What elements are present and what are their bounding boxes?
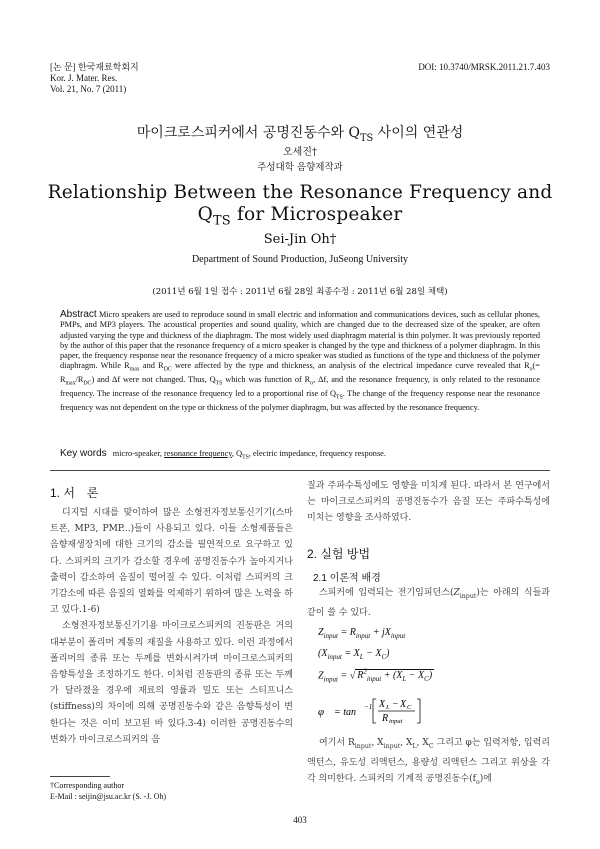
section-1-heading: 1. 서 론 [50, 486, 99, 500]
svg-text:L: L [386, 704, 390, 711]
abstract-label: Abstract [60, 309, 97, 320]
title-korean-text: 마이크로스피커에서 공명진동수와 $Q_{TS}$ 사이의 연관성 [136, 125, 464, 144]
equation-4 [318, 694, 448, 731]
svg-text:−: − [392, 699, 399, 710]
equation-1: $Z_{input} = R_{input} + jX_{input}$ [318, 627, 406, 640]
divider [50, 470, 550, 471]
keyword-item: electric impedance [253, 449, 316, 458]
author-email: E-Mail : seijin@jsu.ac.kr (S. -J. Oh) [50, 792, 167, 801]
theory-after-equations [307, 735, 550, 791]
affiliation-english: Department of Sound Production, JuSeong University [191, 254, 409, 265]
svg-text:= tan: = tan [334, 707, 357, 718]
affiliation-korean: 주성대학 음향제작과 [257, 162, 343, 173]
page-number: 403 [293, 815, 307, 825]
right-column-intro [307, 478, 550, 527]
title-korean [0, 122, 600, 144]
svg-text:X: X [400, 699, 407, 710]
footnote-divider [50, 776, 110, 777]
keywords-label: Key words [60, 448, 107, 459]
submission-dates: (2011년 6월 1일 접수 : 2011년 6월 28일 최종수정 : 2011년 6월 28일 채택) [152, 287, 448, 297]
journal-name-kr: [논 문] 한국재료학회지 [50, 62, 139, 72]
corresponding-author: †Corresponding author [50, 781, 124, 790]
subsection-2-1-heading: 2.1 이론적 배경 [313, 573, 381, 584]
title-english-line2: $Q_{TS}$ for Microspeaker [197, 204, 403, 229]
author-english: Sei-Jin Oh† [263, 232, 337, 247]
intro-paragraph-1: 디지털 시대를 맞이하여 많은 소형전자정보통신기기(스마트폰, MP3, PMP...)들이 사용되고 있다. 이들 소형제품들은 음향재생장치에 대한 크기의 감소를 필연적으로 요구하고 있다. 스피커의 크기가 감소할 경우에 공명진동수가 높아지거나 출력이 감소하여 음질이 떨어질 수 있다. 이처럼 스피커의 크기감소에 따른 음질의 열화를 억제하기 위하여 많은 노력을 하고 있다.1-6) [50, 508, 293, 616]
left-column [50, 505, 293, 748]
author-korean: 오세진† [283, 147, 317, 158]
journal-name-en: Kor. J. Mater. Res. [50, 73, 118, 83]
section-2-heading: 2. 실험 방법 [307, 547, 371, 561]
journal-volume: Vol. 21, No. 7 (2011) [50, 84, 127, 94]
title-english [0, 182, 600, 233]
keyword-item: micro-speaker [112, 449, 160, 458]
keyword-item: $Q_{TS}$ [236, 449, 249, 461]
theory-intro-text: 스피커에 입력되는 전기임피던스$(Z_{input})$는 아래의 식들과 같이 쓸 수 있다. [307, 588, 550, 618]
svg-text:input: input [389, 718, 403, 725]
svg-text:−1: −1 [364, 703, 373, 711]
intro-paragraph-2: 소형전자정보통신기기용 마이크로스피커의 진동판은 거의 대부분이 폴리머 계통의 재질을 사용하고 있다. 이런 과정에서 폴리머의 종류 또는 두께를 변화시켜가며 마이크로스피커의 음향특성을 조정하기도 한다. 이처럼 진동판의 종류 또는 두께가 달라졌을 경우에 재료의 영률과 밀도 또는 스티프니스(stiffness)의 차이에 의해 공명진동수와 같은 음향특성이 변한다는 것은 이미 보고된 바 있다.3-4) 이러한 공명진동수의 변화가 마이크로스피커의 음 [50, 621, 293, 745]
journal-header [50, 62, 139, 95]
svg-text:φ: φ [318, 706, 325, 718]
svg-text:X: X [379, 699, 386, 710]
keywords: Key words micro-speaker, resonance frequency, $Q_{TS}$, electric impedance, frequency response. [60, 448, 386, 461]
keyword-item: frequency response. [319, 449, 386, 458]
equation-2: $(X_{input} = X_L - X_C)$ [318, 648, 390, 661]
svg-text:R: R [382, 713, 389, 724]
keyword-item: resonance frequency [164, 449, 232, 458]
svg-text:C: C [407, 704, 412, 711]
theory-after-text: 여기서 $R_{input}$, $X_{input}$, $X_L$, $X_C$ 그리고 φ는 입력저항, 입력리액턴스, 유도성 리액턴스, 용량성 리액턴스 그리고 위상을 각각 의미한다. 스피커의 기계적 공명진동수$(f_o)$에 [307, 738, 550, 786]
footnote [50, 780, 166, 802]
theory-intro [307, 585, 550, 621]
abstract-text: Micro speakers are used to reproduce sound in small electric and information and communications devices, such as cellular phones, PMPs, and MP3 players. The acoustical properties and sound quality, which are changed due to the decreased size of the speaker, are often adjusted varying the type and thickness of the diaphragm. The most widely used diaphragm material is thin polymer. It was previously reported by the author of this paper that the resonance frequency of a micro speaker is changed by the type and thickness of a polymer diaphragm. In this paper, the frequency response near the resonance frequency of a micro speaker was studied as functions of the type and thickness of the polymer diaphragm. While $R_{max}$ and $R_{DC}$ were affected by the type and thickness, an analysis of the electrical impedance curve revealed that $R_o(= R_{max}/R_{DC})$ and Δf were not changed. Thus, $Q_{TS}$ which was function of $R_o$, Δf, and the resonance frequency, is only related to the resonance frequency. The increase of the resonance frequency led to a proportional rise of $Q_{TS}$. The change of the frequency response near the resonance frequency was not dependent on the type or thickness of the polymer diaphragm, but was affected by the resonance frequency. [60, 310, 541, 413]
title-english-line1: Relationship Between the Resonance Frequency and [47, 182, 553, 203]
intro-paragraph-3: 질과 주파수특성에도 영향을 미치게 된다. 따라서 본 연구에서는 마이크로스피커의 공명진동수가 음질 또는 주파수특성에 미치는 영향을 조사하였다. [307, 481, 550, 524]
abstract [60, 310, 540, 414]
equation-3: $Z_{input}$ = √ $R^2_{input} + (X_L - X_C)$ [318, 668, 433, 684]
doi: DOI: 10.3740/MRSK.2011.21.7.403 [418, 62, 550, 72]
equation-4-graphic [318, 694, 448, 728]
